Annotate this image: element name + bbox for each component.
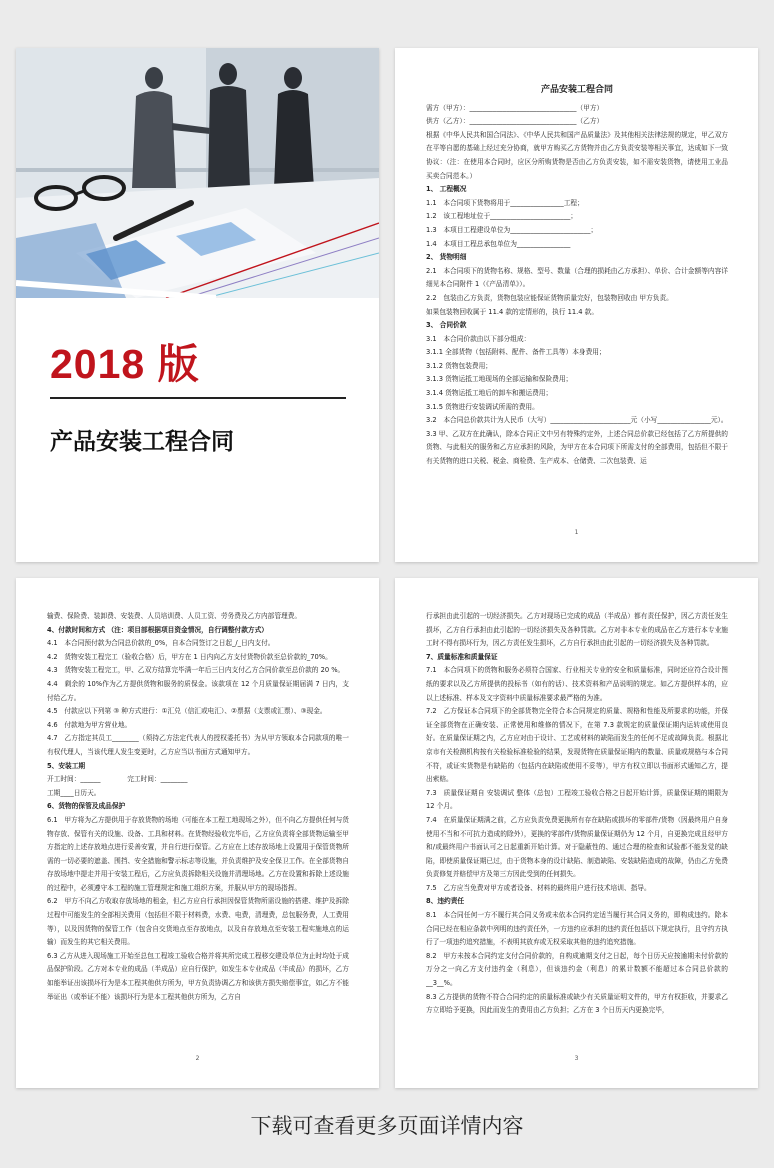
document-page-1 <box>395 48 758 562</box>
paragraph-line: 7.3 质量保证期自 安装调试 整体（总包）工程竣工验收合格之日起开始计算，质量保证期的期限为 12 个月。 <box>426 788 728 811</box>
page-number: 2 <box>195 1055 200 1062</box>
paragraph-line: 6.2 甲方不向乙方收取存放场地的租金，但乙方应自行承担因保管货物所需设施的搭建、维护及拆除过程中可能发生的全部相关费用（包括但不限于材料费，水费、电费，清理费，总包服务费，人工费用等），以及因货物的保管工作（包含自交货地点至存放地点，以及自存放地点至安装工程实施地点的运输）而发生的其它相关费用。 <box>47 897 349 947</box>
page-1-body <box>426 84 728 469</box>
page-2-lines <box>47 610 349 1004</box>
paragraph-line: 根据《中华人民共和国合同法》、《中华人民共和国产品质量法》及其他相关法律法规的规定，甲乙双方在平等自愿的基础上经过充分协商，就甲方购买乙方货物并由乙方负责安装等相关事宜，达成如下一致协议：（注：在使用本合同时，应区分所购货物是否由乙方负责安装，如不需安装货物，请使用工业品买卖合同范本。） <box>426 130 728 180</box>
paragraph-line: 3.1.4 货物运抵工地后的卸车和搬运费用； <box>426 389 553 398</box>
cover-edition: 2018 版 <box>50 341 200 387</box>
paragraph-line: 7.2 乙方保证本合同项下的全部货物完全符合本合同规定的质量、规格和性能及所要求的功能，并保证全部货物在正确安装、正常使用和维修的情况下，在第 7.3 款规定的质量保证期内运转或使用良好。在质量保证期之内，乙方应对由于设计、工艺或材料的缺陷而发生的任何不足或故障负责。根据北京市有关检测机构按有关检验标准检验的结果，发现货物在质量保证期内的数量、质量或规格与本合同不符，或证实货物是有缺陷的（包括内在缺陷或使用不妥等），甲方有权立即以书面形式通知乙方，提出索赔。 <box>426 707 728 784</box>
paragraph-line: 如果包装物回收属于 11.4 款的定情形的，执行 11.4 款。 <box>426 307 599 316</box>
page-1-lines <box>426 102 728 469</box>
page-3-body <box>426 610 728 1018</box>
paragraph-line: 1.3 本项目工程建设单位为________________________； <box>426 225 598 234</box>
paragraph-line: 7.5 乙方应当免费对甲方或者设备、材料的最终用户进行技术培训、指导。 <box>426 883 651 892</box>
paragraph-line: 8.1 本合同任何一方不履行其合同义务或未依本合同约定适当履行其合同义务的，即构成违约。除本合同已经在相应条款中列明的违约责任外，一方违约应承担的违约责任包括以下规定执行，且守约方执行了一项违约追究措施，不表明其放弃或无权采取其他的违约追究措施。 <box>426 911 728 947</box>
paragraph-line: 4.1 本合同预付款为合同总价款的_0%，自本合同签订之日起_/_日内支付。 <box>47 639 275 648</box>
cover-title: 产品安装工程合同 <box>50 429 234 455</box>
paragraph-line: 需方（甲方）：________________________________（甲方） <box>426 103 604 112</box>
paragraph-line: 3.1.2 货物包装费用； <box>426 361 492 370</box>
paragraph-line: 2.1 本合同项下的货物名称、规格、型号、数量（合理的损耗由乙方承担）、单价、合计金额等内容详细见本合同附件 1（《产品清单》）。 <box>426 266 728 289</box>
section-heading: 2、 货物明细 <box>426 253 467 262</box>
document-page-3 <box>395 578 758 1088</box>
paragraph-line: 4.7 乙方指定其员工________（须持乙方法定代表人的授权委托书）为从甲方领取本合同款项的唯一有权代理人，当该代理人发生变更时，乙方应当以书面方式通知甲方。 <box>47 734 349 756</box>
paragraph-line: 6.3 乙方从进入现场施工开始至总包工程竣工验收合格并将其所完成工程移交建设单位为止时均处于成品保护阶段。乙方对本专业的成品（半成品）应自行保护，如发生本专业成品（半成品）的损坏，乙方如能举证出该损坏行为是本工程其他供方所为，甲方负责协调乙方和该供方损失赔偿事宜，如乙方不能举证出（或举证不能）该损坏行为是本工程其他供方所为，乙方自 <box>47 951 349 1001</box>
business-handshake-image <box>16 48 379 298</box>
section-heading: 7、质量标准和质量保证 <box>426 652 498 661</box>
paragraph-line: 6.1 甲方将为乙方提供用于存放货物的场地（可能在本工程工地现场之外），但不向乙方提供任何与货物存放、保管有关的设施、设备、工具和材料。在货物经验收完毕后，乙方应负责将全部货物运输至甲方指定的上述存放地点进行妥善安置，并自行进行保管。乙方应在上述存放场地上设置用于保管货物所需的一切必要的遮盖、围挡、安全措施和警示标志等设施，并负责维护及安全保卫工作。在全部货物自存放场地中提走并用于安装工程后，乙方应负责拆除相关设施并清理场地。乙方在设置和拆除上述设施的过程中，必须遵守本工程的施工管理规定和施工组织方案，并服从甲方的现场指挥。 <box>47 815 349 892</box>
paragraph-line: 3.3 甲、乙双方在此确认，除本合同正文中另有特殊约定外，上述合同总价款已经包括了乙方所提供的货物、与此相关的服务和乙方应承担的风险，为甲方在本合同项下所需支付的全部费用，包括但不限于有关货物的进口关税、税金、商检费、生产成本、仓储费、二次包装费、运 <box>426 429 728 466</box>
paragraph-line: 1.1 本合同项下货物将用于________________工程； <box>426 198 584 207</box>
section-heading: 1、 工程概况 <box>426 185 467 194</box>
download-more-caption: 下载可查看更多页面详情内容 <box>250 1114 524 1138</box>
section-heading: 8、违约责任 <box>426 897 465 906</box>
cover-divider <box>50 397 346 399</box>
page-3-lines <box>426 610 728 1018</box>
paragraph-line: 输费、保险费、装卸费、安装费、人员培训费、人员工资、劳务费及乙方内部管理费。 <box>47 612 302 620</box>
paragraph-line: 3.1.5 货物进行安装调试所需的费用。 <box>426 402 539 411</box>
paragraph-line: 4.5 付款应以下列第 ③ 种方式进行：①汇兑（信汇或电汇）、②票据（支票或汇票）、③现金。 <box>47 707 327 716</box>
section-heading: 3、 合同价款 <box>426 321 467 330</box>
paragraph-line: 4.2 货物安装工程完工（验收合格）后，甲方在 1 日内向乙方支付货物价款至总价款的_70%。 <box>47 652 332 661</box>
section-heading: 4、付款时间和方式 （注：项目部根据项目资金情况，自行调整付款方式） <box>47 625 268 634</box>
paragraph-line: 4.6 付款地为甲方营业地。 <box>47 720 132 729</box>
paragraph-line: 1.4 本项目工程总承包单位为________________ <box>426 239 571 248</box>
paragraph-line: 1.2 该工程地址位于________________________； <box>426 212 578 221</box>
section-heading: 5、安装工期 <box>47 761 86 770</box>
paragraph-line: 4.3 货物安装工程完工，甲、乙双方结算完毕满一年后三日内支付乙方合同价款至总价款的 20 %。 <box>47 666 345 675</box>
page-number: 3 <box>574 1055 579 1062</box>
paragraph-line: 开工时间：______ 完工时间：________ <box>47 775 188 784</box>
paragraph-line: 3.2 本合同总价款共计为人民币（大写）________________________元（小写________________元）。 <box>426 416 728 425</box>
paragraph-line: 3.1.1 全部货物（包括附料、配件、备件工具等）本身费用； <box>426 348 606 357</box>
paragraph-line: 3.1 本合同价款由以下部分组成： <box>426 334 531 343</box>
section-heading: 6、货物的保管及成品保护 <box>47 802 126 811</box>
page-2-body <box>47 610 349 1004</box>
page-number: 1 <box>574 529 579 536</box>
paragraph-line: 8.3 乙方提供的货物不符合合同约定的质量标准或缺少有关质量证明文件的，甲方有权拒收，并要求乙方立即给予更换，因此而发生的费用由乙方负担；乙方在 3 个日历天内更换完毕， <box>426 992 728 1015</box>
paragraph-line: 8.2 甲方未按本合同约定支付合同价款的，自构成逾期支付之日起，每个日历天应按逾期未付价款的万分之一向乙方支付违约金（利息），但该违约金（利息）的累计数额不能超过本合同总价款的__3__%。 <box>426 951 728 988</box>
paragraph-line: 4.4 剩余的 10%作为乙方提供货物和服务的质保金。该款项在 12 个月质量保证期届满 7 日内，支付给乙方。 <box>47 679 349 702</box>
paragraph-line: 7.4 在质量保证期满之前，乙方应负责免费更换所有存在缺陷或损坏的零部件/货物（因最终用户自身使用不当和不可抗力造成的除外），更换的零部件/货物质量保证期仍为 12 个月，自更换完成且经甲方和/或最终用户书面认可之日起重新开始计算。对于隐蔽性的、通过合理的检查和试验都不能发觉的缺陷，即使质量保证期已过，由于货物本身的设计缺陷、制造缺陷、安装缺陷造成的故障，仍由乙方免费负责修复并赔偿甲方及第三方因此受到的任何损失。 <box>426 815 728 879</box>
document-page-2 <box>16 578 379 1088</box>
paragraph-line: 2.2 包装由乙方负责，货物包装应能保证货物质量完好，包装物回收由 甲方负责。 <box>426 293 673 302</box>
document-title: 产品安装工程合同 <box>540 85 613 95</box>
paragraph-line: 7.1 本合同项下的货物和服务必须符合国家、行业相关专业的安全和质量标准，同时还应符合设计图纸的要求以及乙方所提供的投标书（如有的话）、技术资料和产品说明的规定。如乙方提供样本的，应以上述标准、样本及文字资料中质量标准要求最严格的为准。 <box>426 666 728 702</box>
paragraph-line: 行承担由此引起的一切经济损失。乙方对现场已完成的成品（半成品）都有责任保护，因乙方责任发生损坏，乙方自行承担由此引起的一切经济损失及各种罚款。乙方对非本专业的成品在乙方进行本专业施工时不得有损坏行为，因乙方责任发生损坏，乙方自行承担由此引起的一切经济损失及各种罚款。 <box>426 612 728 648</box>
paragraph-line: 3.1.3 货物运抵工地现场的全部运输和保险费用； <box>426 375 573 384</box>
cover-photo <box>16 48 379 298</box>
paragraph-line: 工期____日历天。 <box>47 788 101 797</box>
paragraph-line: 供方（乙方）：________________________________（乙方） <box>426 117 604 126</box>
cover-page <box>16 48 379 562</box>
